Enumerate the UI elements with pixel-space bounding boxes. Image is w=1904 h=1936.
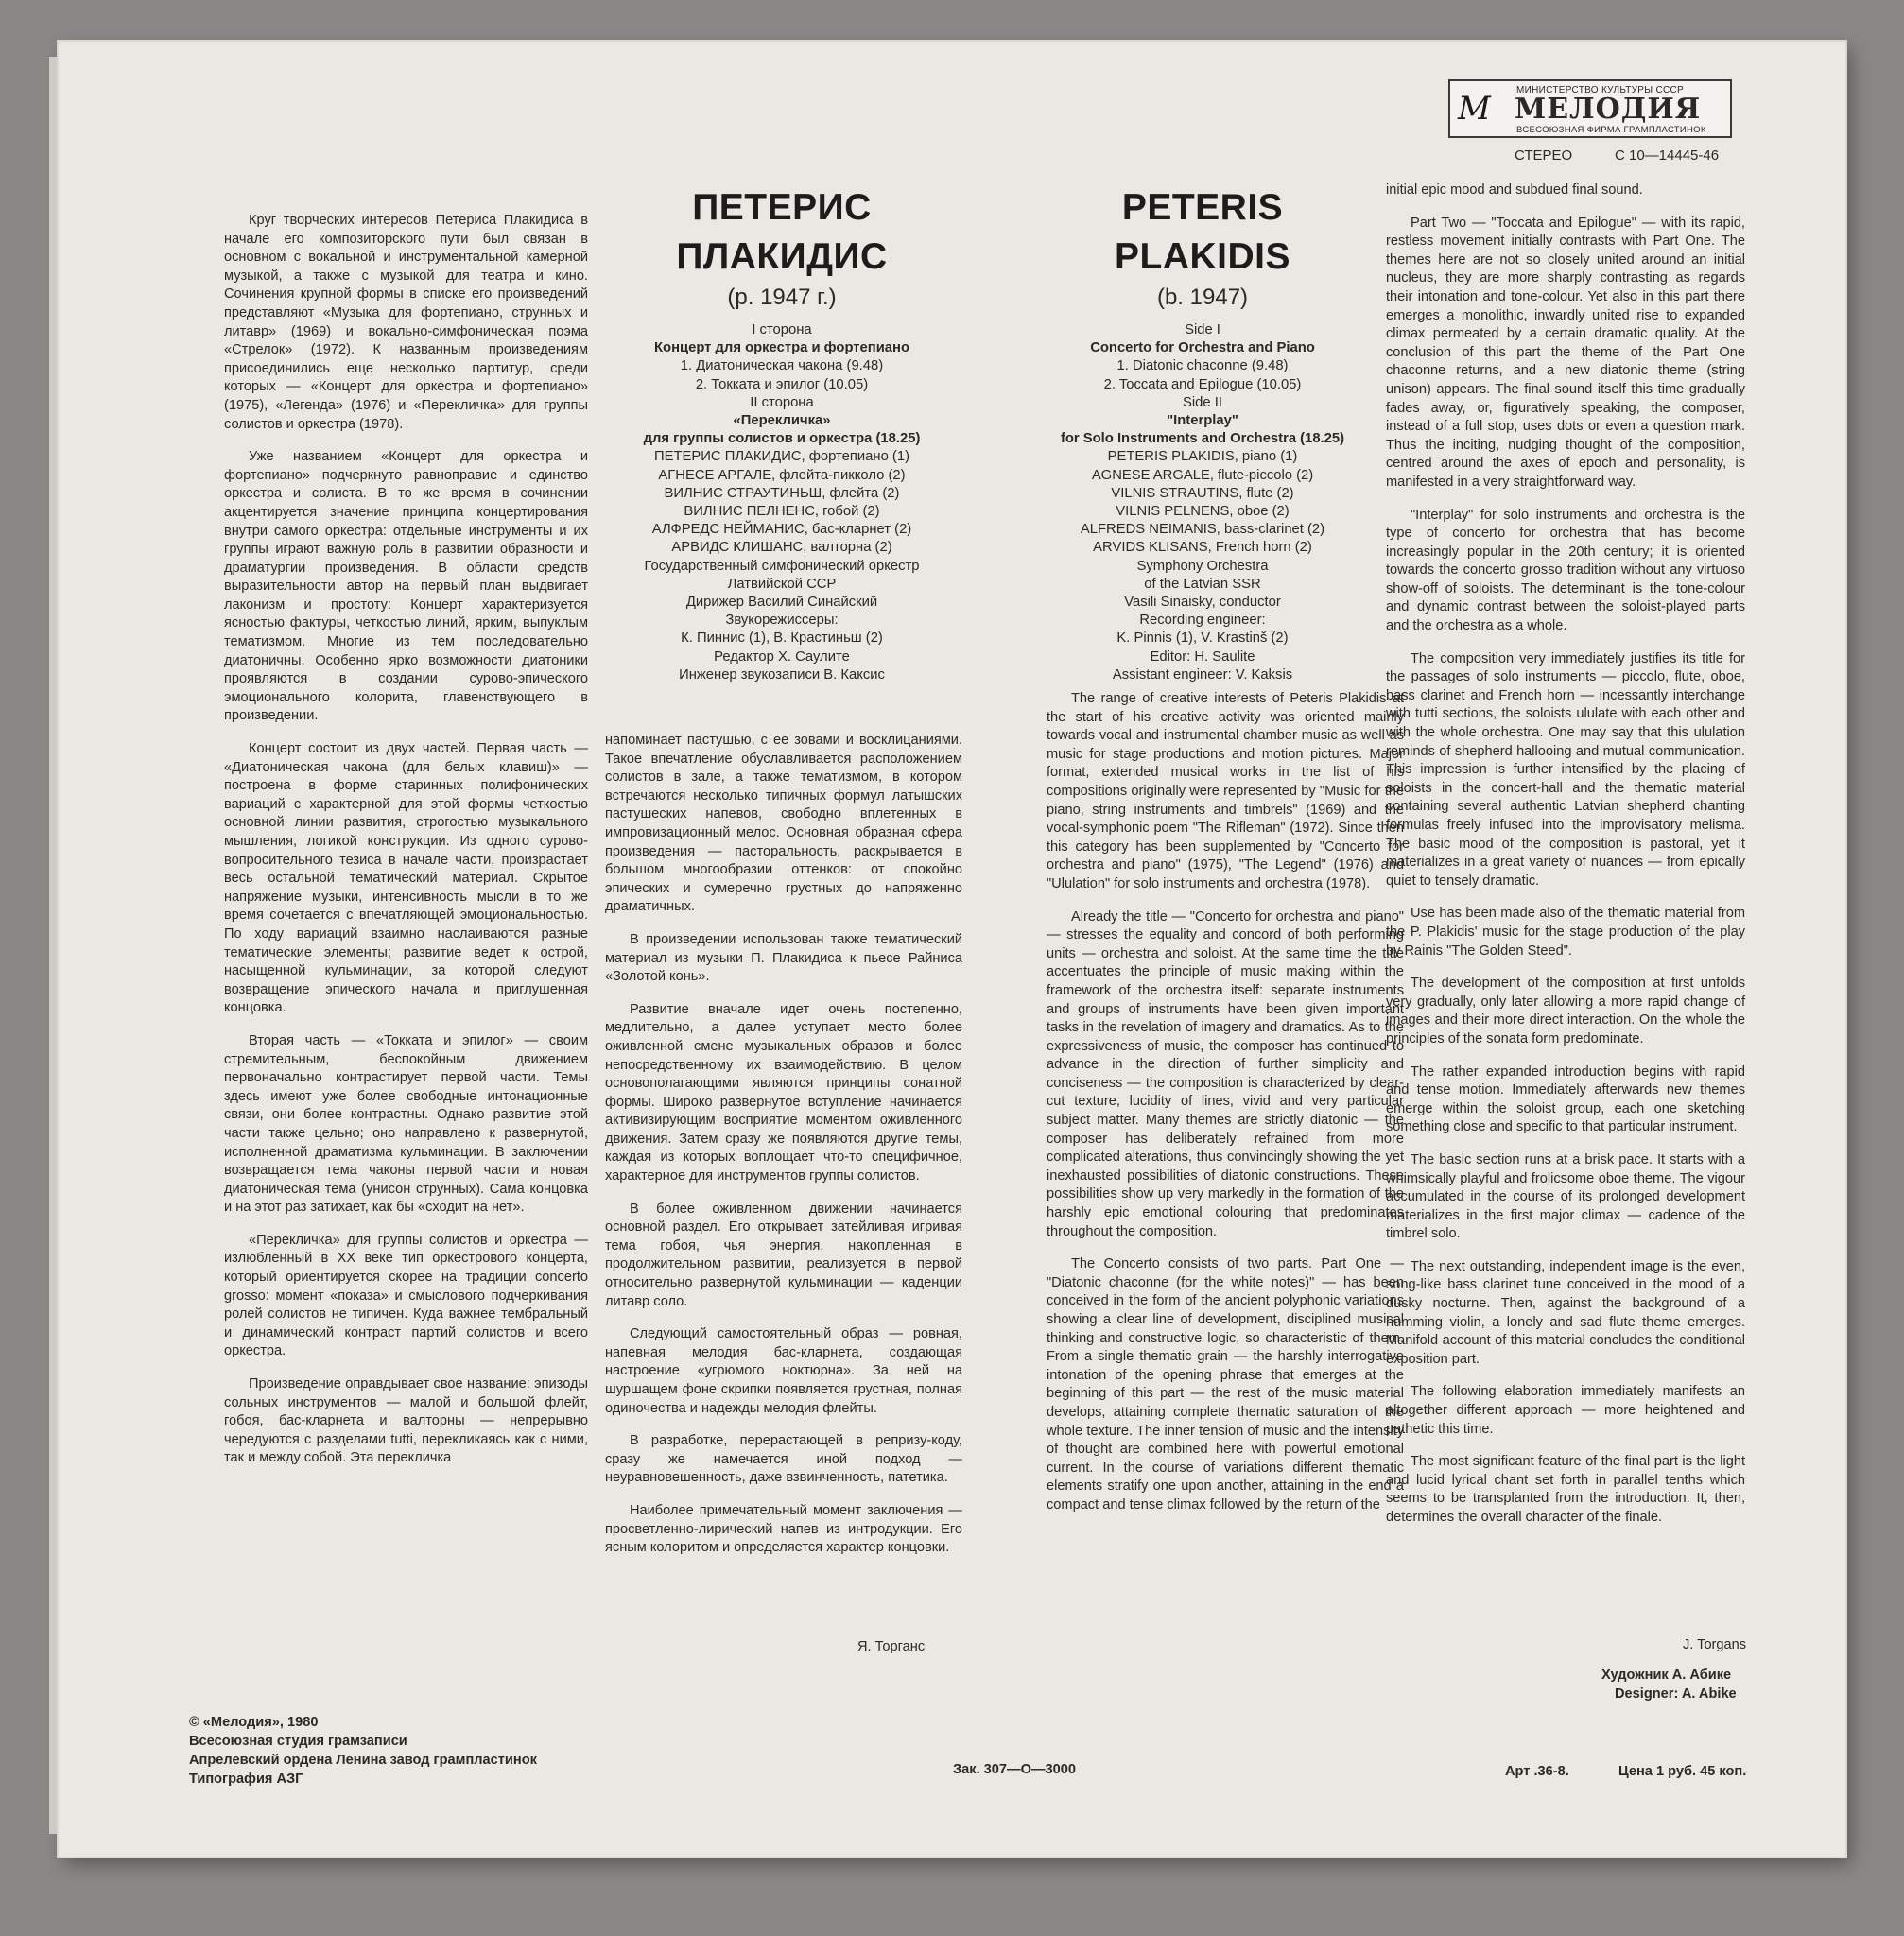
credit-line: АЛФРЕДС НЕЙМАНИС, бас-кларнет (2) [651,522,912,538]
credit-line: VILNIS PELNENS, oboe (2) [1116,504,1290,520]
footer-art: Арт .36-8. [1505,1764,1569,1779]
paragraph: Part Two — "Toccata and Epilogue" — with its rapid, restless movement initially contrasts with Part One. The themes here are not so closely united around an initial nucleus, they are more sharply contrasting as regards their intonation and tone-colour. Yet also in this part there emerges a monolithic, inwardly united rise to expanded climax permeated by a certain dramatic quality. At the conclusion of this part the theme of the Part One chaconne returns, and a new diatonic theme (string unison) appears. The final sound itself this time gradually fades away, or, figuratively speaking, the composer, instead of a full stop, uses dots or even a question mark. Thus the inciting, nudging thought of the composition, centred around the axes of epoch and personality, is manifested in a very straightforward way. [1386,215,1745,490]
credit-line: Side II [1183,394,1222,410]
credit-line: K. Pinnis (1), V. Krastinš (2) [1116,631,1289,647]
credit-line: Assistant engineer: V. Kaksis [1112,666,1293,683]
russian-notes-col2 [605,732,962,1572]
artist-ru: Художник А. Абике [1601,1668,1732,1683]
paragraph: напоминает пастушью, с ее зовами и восклицаниями. Такое впечатление обуславливается расположением солистов в зале, а также тематизмом, в котором встречаются несколько типичных формул латышских пастушеских напевов, свободно вплетенных в импровизационный мелос. Основная образная сфера произведения — пасторальность, раскрывается в большом многообразии оттенков: от спокойно эпических и сумеречно грустных до напряженно драматичных. [605,733,962,915]
catalog-number: С 10—14445-46 [1615,147,1720,164]
paragraph: The Concerto consists of two parts. Part One — "Diatonic chaconne (for the white notes)" — has been conceived in the form of the ancient polyphonic variations showing a clear line of development, disciplined musical thinking and constructive logic, so characteristic of them. From a single thematic grain — the harshly interrogative intonation of the opening phrase that emerges at the beginning of this part — the rest of the music material develops, attaining complete thematic saturation of the whole texture. The inner tension of music and the intensity of thought are combined here with powerful emotional current. In the course of variations different thematic elements stratify one upon another, attaining in the end a compact and tense climax followed by the return of the [1047,1256,1404,1512]
footer-factory: Апрелевский ордена Ленина завод грампластинок [189,1753,537,1768]
composer-name-en-line2: PLAKIDIS [1114,236,1290,277]
credit-line: АГНЕСЕ АРГАЛЕ, флейта-пикколо (2) [658,467,906,483]
composer-name-ru-line2: ПЛАКИДИС [676,236,888,277]
credits-en [1013,321,1392,684]
credit-line: 1. Diatonic chaconne (9.48) [1116,358,1289,374]
paragraph: Use has been made also of the thematic material from the P. Plakidis' music for the stage production of the play by Rainis "The Golden Steed". [1386,906,1745,959]
record-sleeve-back [59,42,1845,1857]
credit-line: Symphony Orchestra [1136,558,1269,574]
credit-line: ПЕТЕРИС ПЛАКИДИС, фортепиано (1) [654,449,909,465]
credit-line: ВИЛНИС СТРАУТИНЬШ, флейта (2) [664,485,900,501]
credit-line: Concerto for Orchestra and Piano [1090,340,1315,356]
paragraph: The next outstanding, independent image is the even, song-like bass clarinet tune conceived in the mood of a dusky nocturne. Then, against the background of a humming violin, a lonely and sad flute theme emerges. Manifold account of this material concludes the conditional exposition part. [1386,1258,1745,1367]
paragraph: Already the title — "Concerto for orchestra and piano" — stresses the equality and concord of both performing units — orchestra and soloist. At the same time the title accentuates the principle of music making within the framework of the orchestra itself: separate instruments and groups of instruments have been given important tasks in the revelation of imagery and dramatics. As to the expressiveness of music, the composer has continued to advance in the direction of further simplicity and conciseness — the composition is characterized by clear-cut texture, lucidity of lines, vivid and very particular subject matter. Many themes are strictly diatonic — the composer has deliberately refrained from more complicated alterations, thus convincingly showing the yet inexhausted possibilities of diatonic constructions. These possibilities show up very markedly in the formation of the harshly epic emotional colouring that predominates throughout the composition. [1047,908,1404,1239]
signature-ru: Я. Торганс [857,1639,926,1654]
melodiya-logo [1448,79,1732,138]
composer-name-en-line1: PETERIS [1121,187,1284,228]
paragraph: Вторая часть — «Токката и эпилог» — своим стремительным, беспокойным движением первоначально контрастирует первой части. Темы здесь имеют уже более свободные интонационные связи, они более контрастны. Однако развитие этой части также цельно; оно направлено к развернутой, исполненной драматизма кульминации. В заключении возвращается тема чаконы первой части и новая диатоническая тема (унисон струнных). Сама концовка и на этот раз затихает, как бы «сходит на нет». [224,1032,588,1216]
paragraph: В разработке, перерастающей в репризу-коду, сразу же намечается иной подход — неуравновешенность, даже взвинченность, патетика. [605,1433,962,1486]
paragraph: Следующий самостоятельный образ — ровная, напевная мелодия бас-кларнета, создающая настроение «угрюмого ноктюрна». За ней на шуршащем фоне скрипки появляется грустная, полная одиночества и надежды мелодия флейты. [605,1326,962,1416]
footer-copyright: © «Мелодия», 1980 [189,1715,319,1730]
footer-studio: Всесоюзная студия грамзаписи [189,1734,407,1749]
logo-name: МЕЛОДИЯ [1515,93,1702,126]
paragraph: Уже названием «Концерт для оркестра и фортепиано» подчеркнуто равноправие и единство оркестра и солиста. В то же время в сочинении акцентируется значение принципа концертирования внутри самого оркестра: отдельные инструменты и их группы играют важную роль в развитии образности и драматургии произведения. В области средств выразительности автор на первый план выдвигает лаконизм и простоту: Концерт характеризуется ясностью фактуры, четкостью линий, ярким, выпуклым тематизмом. Многие из тем последовательно диатоничны. Особенно ярко возможности диатоники проявляются в создании сурово-эпического эмоционального колорита, главенствующего в произведении. [224,449,588,724]
credit-line: Recording engineer: [1139,613,1266,629]
paragraph: The development of the composition at first unfolds very gradually, only later allowing a more rapid change of images and their more direct interaction. On the whole the principles of the sonata form predominate. [1386,976,1745,1046]
credit-line: К. Пиннис (1), В. Крастиньш (2) [681,631,883,647]
composer-name-ru-line1: ПЕТЕРИС [692,187,872,228]
english-header [1013,183,1392,684]
paragraph: The following elaboration immediately manifests an altogether different approach — more heightened and pathetic this time. [1386,1384,1745,1437]
footer-price: Цена 1 руб. 45 коп. [1618,1764,1747,1779]
credit-line: PETERIS PLAKIDIS, piano (1) [1107,449,1298,465]
credit-line: ARVIDS KLISANS, French horn (2) [1093,540,1312,556]
credit-line: Редактор Х. Саулите [714,648,850,665]
credit-line: of the Latvian SSR [1144,576,1261,592]
credit-line: II сторона [750,394,814,410]
english-notes-col3 [1047,690,1404,1530]
credits-ru [597,321,966,684]
credit-line: for Solo Instruments and Orchestra (18.25) [1060,431,1345,447]
english-notes-col4 [1386,182,1745,1542]
footer-order: Зак. 307—О—3000 [953,1762,1077,1777]
composer-years-ru: (р. 1947 г.) [727,285,837,310]
composer-years-en: (b. 1947) [1156,285,1249,310]
signature-en: J. Torgans [1683,1637,1747,1652]
paragraph: The rather expanded introduction begins with rapid and tense motion. Immediately afterwards new themes emerge within the soloist group, each one sketching something close and specific to that particular instrument. [1386,1063,1745,1135]
footer-printing: Типография АЗГ [189,1772,303,1787]
credit-line: ALFREDS NEIMANIS, bass-clarinet (2) [1080,522,1325,538]
stereo-label: СТЕРЕО [1515,147,1573,164]
paragraph: initial epic mood and subdued final sound. [1386,182,1643,198]
paragraph: The composition very immediately justifies its title for the passages of solo instruments — piccolo, flute, oboe, bass clarinet and French horn — incessantly interchange with tutti sections, the soloists ululate with each other and with the whole orchestra. One may say that this ululation reminds of shepherd hallooing and mutual communication. This impression is further intensified by the placing of soloists in the concert-hall and the thematic material containing several authentic Latvian shepherd chanting formulas freely infused into the improvisatory melisma. The basic mood of the composition is pastoral, yet it materializes in a great variety of nuances — from epically quiet to tensely dramatic. [1386,650,1745,889]
melodiya-mark-icon: М [1458,90,1491,128]
paragraph: Наиболее примечательный момент заключения — просветленно-лирический напев из интродукции. Его ясным колоритом и определяется характер концовки. [605,1502,962,1556]
credit-line: Дирижер Василий Синайский [685,595,878,611]
credit-line: Государственный симфонический оркестр [644,558,920,574]
credit-line: AGNESE ARGALE, flute-piccolo (2) [1091,467,1314,483]
credit-line: Vasili Sinaisky, conductor [1124,595,1281,611]
paragraph: The most significant feature of the final part is the light and lucid lyrical chant set forth in parallel tenths which seems to be transplanted from the introduction. It, then, determines the overall character of the finale. [1386,1454,1745,1525]
credit-line: ВИЛНИС ПЕЛНЕНС, гобой (2) [684,504,880,520]
credit-line: VILNIS STRAUTINS, flute (2) [1111,485,1294,501]
credit-line: 2. Toccata and Epilogue (10.05) [1103,376,1302,392]
credit-line: Латвийской ССР [727,576,837,592]
credit-line: Инженер звукозаписи В. Каксис [679,666,885,683]
credit-line: «Перекличка» [733,413,831,429]
logo-firm: ВСЕСОЮЗНАЯ ФИРМА ГРАМПЛАСТИНОК [1516,125,1706,135]
credit-line: 2. Токката и эпилог (10.05) [695,376,869,392]
paragraph: В произведении использован также тематический материал из музыки П. Плакидиса к пьесе Райниса «Золотой конь». [605,931,962,985]
credit-line: Editor: H. Saulite [1150,648,1255,665]
credit-line: "Interplay" [1167,413,1238,429]
paragraph: Круг творческих интересов Петериса Плакидиса в начале его композиторского пути был связан в основном с вокальной и инструментальной камерной музыкой, а также с музыкой для театра и кино. Сочинения крупной формы в списке его произведений представляют «Музыка для фортепиано, струнных и литавр» (1969) и вокально-симфоническая поэма «Стрелок» (1972). К названным произведениям присоединились еще несколько партитур, среди которых — «Концерт для оркестра и фортепиано» (1975), «Легенда» (1976) и «Перекличка» для группы солистов и оркестра (1978). [224,213,588,432]
paragraph: Произведение оправдывает свое название: эпизоды сольных инструментов — малой и большой флейт, гобоя, бас-кларнета и валторны — непрерывно чередуются с разделами tutti, перекликаясь как с ними, так и между собой. Эта перекличка [224,1376,588,1466]
logo-ministry: МИНИСТЕРСТВО КУЛЬТУРЫ СССР [1516,85,1685,95]
paragraph: The range of creative interests of Peteris Plakidis at the start of his creative activity was oriented mainly towards vocal and instrumental chamber music as well as music for stage productions and motion pictures. Major format, extended musical works in the list of his compositions originally were represented by "Music for the piano, string instruments and timbrels" (1969) and the vocal-symphonic poem "The Rifleman" (1972). Since then this category has been supplemented by "Concerto for orchestra and piano" (1975), "The Legend" (1976) and "Ululation" for solo instruments and orchestra (1978). [1047,691,1404,891]
russian-header [597,183,966,684]
artist-en: Designer: A. Abike [1615,1686,1737,1702]
credit-line: I сторона [752,322,812,337]
credit-line: АРВИДС КЛИШАНС, валторна (2) [671,540,892,556]
credit-line: для группы солистов и оркестра (18.25) [643,431,921,447]
credit-line: Side I [1185,322,1220,337]
paragraph: Концерт состоит из двух частей. Первая часть — «Диатоническая чакона (для белых клавиш)» — построена в форме старинных полифонических вариаций с характерной для этой формы четкостью основной линии развития, строгостью музыкального мышления, логикой конструкции. Из одного сурово-вопросительного тезиса в начале части, произрастает весь остальной тематический материал. Скрытое напряжение музыки, интенсивность мысли в то же время сочетается с впечатляющей эмоциональностью. По ходу вариаций взаимно наслаиваются разные тематические элементы; развитие ведет к острой, насыщенной кульминации, за которой следуют возвращение эпического начала и приглушенная концовка. [224,741,588,1016]
paragraph: Развитие вначале идет очень постепенно, медлительно, а далее уступает место более оживленной смене музыкальных образов и более непосредственному их взаимодействию. В целом основополагающими являются принципы сонатной формы. Широко развернутое вступление начинается активизирующим восприятие моментом оживленного движения. Затем сразу же появляются другие темы, каждая из которых воплощает что-то специфичное, характерное для инструментов группы солистов. [605,1001,962,1184]
credit-line: Звукорежиссеры: [725,613,839,629]
paragraph: The basic section runs at a brisk pace. It starts with a whimsically playful and frolicsome oboe theme. The vigour accumulated in the course of its prolonged development materializes in the first major climax — cadence of the timbrel solo. [1386,1151,1745,1242]
paragraph: «Перекличка» для группы солистов и оркестра — излюбленный в XX веке тип оркестрового концерта, который ориентируется скорее на традиции concerto grosso: момент «показа» и смыслового подчеркивания ролей солистов не типичен. Куда важнее тембральный и динамический контраст партий солистов и всего оркестра. [224,1232,588,1359]
russian-notes-col1 [224,212,588,1482]
credit-line: Концерт для оркестра и фортепиано [654,340,909,356]
credit-line: 1. Диатоническая чакона (9.48) [680,358,884,374]
paragraph: "Interplay" for solo instruments and orchestra is the type of concerto for orchestra that has become increasingly popular in the 20th century; it is oriented towards the concerto grosso tradition without any virtuoso show-off of soloists. The determinant is the tone-colour and dynamic contrast between the soloist-played parts and the orchestra as a whole. [1386,507,1745,634]
paragraph: В более оживленном движении начинается основной раздел. Его открывает затейливая игривая тема гобоя, чья энергия, накопленная в продолжительном развитии, реализуется в первой относительно развернутой кульминации — каденции литавр соло. [605,1201,962,1309]
